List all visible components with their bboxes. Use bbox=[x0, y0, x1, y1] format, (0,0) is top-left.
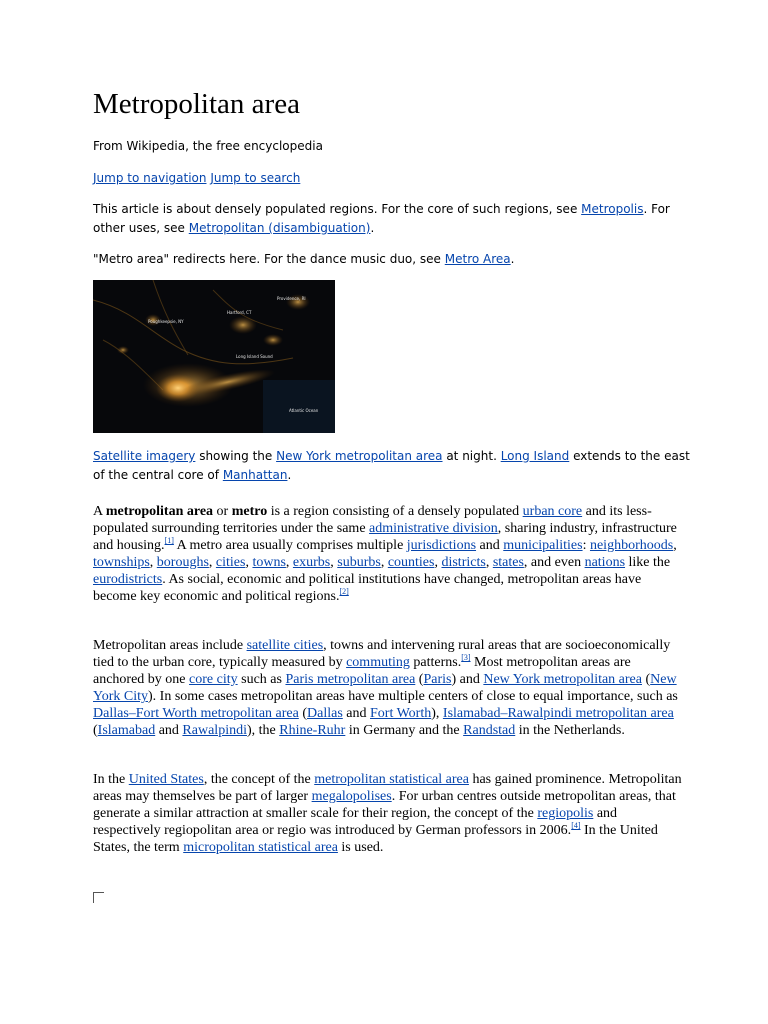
text: , bbox=[380, 555, 388, 570]
satellite-photo-drawing bbox=[93, 280, 335, 433]
core-city-link[interactable]: core city bbox=[189, 672, 238, 687]
text: ) and bbox=[451, 672, 484, 687]
text: and bbox=[476, 538, 504, 553]
metro-area-link[interactable]: Metro Area bbox=[444, 252, 511, 266]
text: , towns and intervening rural areas that are socioeconomically tied to the urban core, typically measured by bbox=[93, 638, 671, 670]
hatnote-line-2 bbox=[93, 221, 374, 235]
text: , bbox=[434, 555, 442, 570]
text: ( bbox=[93, 723, 98, 738]
hatnote-text: . bbox=[510, 252, 515, 266]
broken-image-placeholder-icon bbox=[93, 892, 104, 903]
text: In the bbox=[93, 772, 129, 787]
urban-core-link[interactable]: urban core bbox=[522, 504, 583, 519]
administrative-division-link[interactable]: administrative division bbox=[369, 521, 498, 536]
text: . As social, economic and political institutions have changed, metropolitan areas have become key economic and political regions. bbox=[93, 572, 642, 604]
caption-text: of the central core of bbox=[93, 468, 223, 482]
cities-link[interactable]: cities bbox=[215, 555, 246, 570]
reference-link[interactable]: [2] bbox=[339, 587, 349, 596]
megalopolises-link[interactable]: megalopolises bbox=[311, 789, 392, 804]
satellite-imagery-link[interactable]: Satellite imagery bbox=[93, 449, 196, 463]
paris-metro-link[interactable]: Paris metropolitan area bbox=[285, 672, 416, 687]
dallas-link[interactable]: Dallas bbox=[307, 706, 343, 721]
image-label-poughkeepsie: Poughkeepsie, NY bbox=[148, 319, 184, 324]
text: . For urban centres outside metropolitan areas, that generate a similar attraction at smaller scale for their region, the concept of the bbox=[93, 789, 676, 821]
dallas-fort-worth-link[interactable]: Dallas–Fort Worth metropolitan area bbox=[93, 706, 299, 721]
image-label-providence: Providence, RI bbox=[277, 296, 306, 301]
text: and its less-populated surrounding territories under the same bbox=[93, 504, 652, 536]
hatnote-text: This article is about densely populated regions. For the core of such regions, see bbox=[93, 202, 582, 216]
text: : bbox=[582, 538, 590, 553]
manhattan-link[interactable]: Manhattan bbox=[222, 468, 288, 482]
caption-text: at night. bbox=[442, 449, 501, 463]
text: patterns. bbox=[409, 655, 462, 670]
reference-link[interactable]: [3] bbox=[461, 653, 471, 662]
redirect-hatnote bbox=[93, 252, 514, 266]
image-label-hartford: Hartford, CT bbox=[227, 310, 252, 315]
boroughs-link[interactable]: boroughs bbox=[156, 555, 209, 570]
text: Most metropolitan areas are anchored by one bbox=[93, 655, 631, 687]
text: In the United States, the term bbox=[93, 823, 658, 855]
text: in Germany and the bbox=[345, 723, 464, 738]
towns-link[interactable]: towns bbox=[252, 555, 286, 570]
image-caption-line-1 bbox=[93, 449, 690, 463]
text: in the Netherlands. bbox=[515, 723, 625, 738]
rhine-ruhr-link[interactable]: Rhine-Ruhr bbox=[279, 723, 346, 738]
jurisdictions-link[interactable]: jurisdictions bbox=[406, 538, 477, 553]
image-caption-line-2 bbox=[93, 468, 291, 482]
text: , sharing industry, infrastructure and housing. bbox=[93, 521, 677, 553]
united-states-link[interactable]: United States bbox=[128, 772, 204, 787]
bold-term: metro bbox=[231, 504, 268, 519]
counties-link[interactable]: counties bbox=[387, 555, 435, 570]
islamabad-rawalpindi-link[interactable]: Islamabad–Rawalpindi metropolitan area bbox=[442, 706, 674, 721]
satellite-cities-link[interactable]: satellite cities bbox=[246, 638, 324, 653]
new-york-city-link[interactable]: New York City bbox=[93, 672, 677, 704]
states-link[interactable]: states bbox=[492, 555, 524, 570]
paragraph-2 bbox=[93, 637, 683, 739]
paragraph-1 bbox=[93, 503, 683, 605]
text: ( bbox=[415, 672, 424, 687]
text: is used. bbox=[337, 840, 384, 855]
eurodistricts-link[interactable]: eurodistricts bbox=[93, 572, 163, 587]
new-york-metro-link[interactable]: New York metropolitan area bbox=[483, 672, 642, 687]
caption-text: extends to the east bbox=[569, 449, 690, 463]
text: ), bbox=[431, 706, 443, 721]
caption-text: showing the bbox=[195, 449, 277, 463]
hatnote-text: . bbox=[370, 221, 375, 235]
tagline: From Wikipedia, the free encyclopedia bbox=[93, 139, 323, 153]
commuting-link[interactable]: commuting bbox=[346, 655, 410, 670]
text: , bbox=[330, 555, 338, 570]
text: , and even bbox=[523, 555, 585, 570]
page-title: Metropolitan area bbox=[93, 88, 300, 120]
text: ). In some cases metropolitan areas have multiple centers of close to equal importance, such as bbox=[148, 689, 678, 704]
text: , bbox=[245, 555, 253, 570]
text: A bbox=[93, 504, 106, 519]
text: and bbox=[155, 723, 183, 738]
long-island-link[interactable]: Long Island bbox=[500, 449, 570, 463]
text: , bbox=[208, 555, 216, 570]
text: and bbox=[342, 706, 370, 721]
text: has gained prominence. Metropolitan areas may themselves be part of larger bbox=[93, 772, 682, 804]
text: A metro area usually comprises multiple bbox=[173, 538, 407, 553]
text: and respectively regiopolitan area or regio was introduced by German professors in 2006. bbox=[93, 806, 618, 838]
jump-to-navigation-link[interactable]: Jump to navigation bbox=[93, 171, 207, 185]
text: is a region consisting of a densely populated bbox=[267, 504, 523, 519]
text: , bbox=[673, 538, 677, 553]
text: ( bbox=[298, 706, 308, 721]
text: or bbox=[213, 504, 232, 519]
reference-link[interactable]: [1] bbox=[164, 536, 174, 545]
satellite-night-image[interactable] bbox=[93, 280, 335, 433]
text: , bbox=[485, 555, 493, 570]
text: , bbox=[149, 555, 157, 570]
fort-worth-link[interactable]: Fort Worth bbox=[370, 706, 432, 721]
neighborhoods-link[interactable]: neighborhoods bbox=[589, 538, 674, 553]
image-label-long-island-sound: Long Island Sound bbox=[236, 354, 273, 359]
jump-to-search-link[interactable]: Jump to search bbox=[210, 171, 301, 185]
townships-link[interactable]: townships bbox=[93, 555, 150, 570]
suburbs-link[interactable]: suburbs bbox=[337, 555, 381, 570]
micropolitan-statistical-area-link[interactable]: micropolitan statistical area bbox=[183, 840, 338, 855]
hatnote-text: . For bbox=[643, 202, 670, 216]
regiopolis-link[interactable]: regiopolis bbox=[537, 806, 594, 821]
new-york-metro-link[interactable]: New York metropolitan area bbox=[276, 449, 443, 463]
metropolitan-statistical-area-link[interactable]: metropolitan statistical area bbox=[314, 772, 469, 787]
rawalpindi-link[interactable]: Rawalpindi bbox=[182, 723, 247, 738]
jump-links bbox=[93, 171, 300, 185]
text: ( bbox=[642, 672, 651, 687]
randstad-link[interactable]: Randstad bbox=[463, 723, 516, 738]
image-label-atlantic-ocean: Atlantic Ocean bbox=[289, 408, 319, 413]
hatnote-text: other uses, see bbox=[93, 221, 189, 235]
nations-link[interactable]: nations bbox=[584, 555, 626, 570]
text: such as bbox=[237, 672, 286, 687]
reference-link[interactable]: [4] bbox=[571, 821, 581, 830]
caption-text: . bbox=[287, 468, 292, 482]
text: Metropolitan areas include bbox=[93, 638, 247, 653]
bold-term: metropolitan area bbox=[105, 504, 214, 519]
districts-link[interactable]: districts bbox=[441, 555, 486, 570]
text: , the concept of the bbox=[203, 772, 315, 787]
exurbs-link[interactable]: exurbs bbox=[292, 555, 331, 570]
metropolitan-disambiguation-link[interactable]: Metropolitan (disambiguation) bbox=[188, 221, 371, 235]
text: ), the bbox=[246, 723, 280, 738]
hatnote-line-1 bbox=[93, 202, 670, 216]
hatnote-text: "Metro area" redirects here. For the dance music duo, see bbox=[93, 252, 445, 266]
paris-link[interactable]: Paris bbox=[423, 672, 452, 687]
paragraph-3 bbox=[93, 771, 683, 856]
text: , bbox=[285, 555, 293, 570]
text: like the bbox=[625, 555, 671, 570]
islamabad-link[interactable]: Islamabad bbox=[97, 723, 156, 738]
municipalities-link[interactable]: municipalities bbox=[503, 538, 583, 553]
metropolis-link[interactable]: Metropolis bbox=[581, 202, 644, 216]
